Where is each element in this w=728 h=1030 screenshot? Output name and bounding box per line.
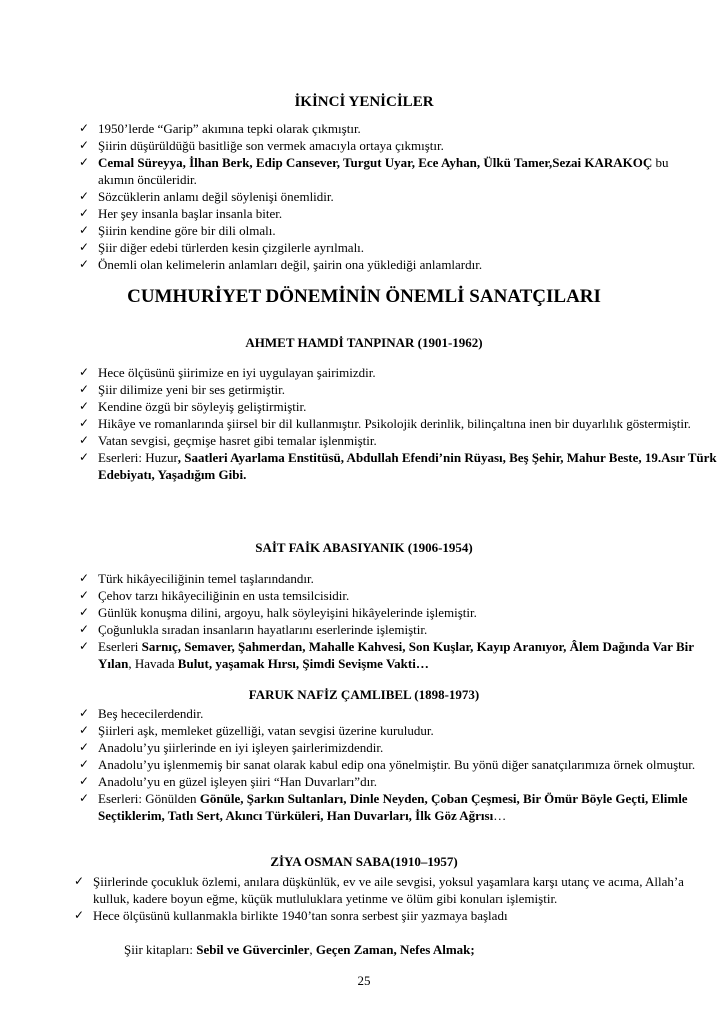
checkmark-icon: ✓ [78,382,90,396]
list-item: ✓ Eserleri Sarnıç, Semaver, Şahmerdan, Mahalle Kahvesi, Son Kuşlar, Kayıp Aranıyor, Âlem Dağında Var Bir Yılan, Havada Bulut, yaşamak Hırsı, Şimdi Sevişme Vakti… [78,639,694,671]
list-item: ✓ Eserleri: Huzur, Saatleri Ayarlama Enstitüsü, Abdullah Efendi’nin Rüyası, Beş Şehir, Mahur Beste, 19.Asır Türk Edebiyatı, Yaşadığım Gibi. [78,450,717,482]
checkmark-icon: ✓ [78,757,90,771]
page-number: 25 [357,973,371,988]
checkmark-icon: ✓ [78,155,90,169]
list-item: ✓ Hikâye ve romanlarında şiirsel bir dil kullanmıştır. Psikolojik derinlik, bilinçaltına inen bir duyarlılık göstermiştir. [78,416,691,431]
checkmark-icon: ✓ [78,622,90,636]
list-item: ✓ Sözcüklerin anlamı değil söylenişi önemlidir. [78,189,334,204]
section-title-sait-faik: SAİT FAİK ABASIYANIK (1906-1954) [255,540,473,555]
checkmark-icon: ✓ [78,605,90,619]
ziya-osman-saba-list [73,873,693,924]
poetry-books-line: Şiir kitapları: Sebil ve Güvercinler, Geçen Zaman, Nefes Almak; [124,942,475,957]
list-item: ✓ Türk hikâyeciliğinin temel taşlarındandır. [78,571,314,586]
list-item: ✓ Anadolu’yu şiirlerinde en iyi işleyen şairlerimizdendir. [78,740,384,755]
section-title-faruk-nafiz: FARUK NAFİZ ÇAMLIBEL (1898-1973) [248,687,480,702]
section-title-ziya-osman-saba: ZİYA OSMAN SABA(1910–1957) [270,854,458,869]
list-item: ✓ Beş hececilerdendir. [78,706,204,721]
checkmark-icon: ✓ [73,908,85,922]
list-item: ✓ Kendine özgü bir söyleyiş geliştirmiştir. [78,399,307,414]
list-item: ✓ Cemal Süreyya, İlhan Berk, Edip Cansever, Turgut Uyar, Ece Ayhan, Ülkü Tamer,Sezai KARAKOÇ bu akımın öncüleridir. [78,155,669,187]
checkmark-icon: ✓ [78,416,90,430]
list-item: ✓ Çehov tarzı hikâyeciliğinin en usta temsilcisidir. [78,588,350,603]
checkmark-icon: ✓ [78,206,90,220]
ikinci-yeniciler-list [78,120,698,273]
checkmark-icon: ✓ [78,639,90,653]
checkmark-icon: ✓ [78,588,90,602]
list-item: ✓ 1950’lerde “Garip” akımına tepki olarak çıkmıştır. [78,121,361,136]
list-item: ✓ Eserleri: Gönülden Gönüle, Şarkın Sultanları, Dinle Neyden, Çoban Çeşmesi, Bir Ömür Böyle Geçti, Elimle Seçtiklerim, Tatlı Sert, Akıncı Türküleri, Han Duvarları, İlk Göz Ağrısı… [78,791,688,823]
list-item: ✓ Hece ölçüsünü kullanmakla birlikte 1940’tan sonra serbest şiir yazmaya başladı [73,908,508,923]
main-heading: CUMHURİYET DÖNEMİNİN ÖNEMLİ SANATÇILARI [127,286,601,307]
checkmark-icon: ✓ [73,874,85,888]
checkmark-icon: ✓ [78,740,90,754]
checkmark-icon: ✓ [78,240,90,254]
list-item: ✓ Önemli olan kelimelerin anlamları değil, şairin ona yüklediği anlamlardır. [78,257,483,272]
checkmark-icon: ✓ [78,450,90,464]
list-item: ✓ Şiirin düşürüldüğü basitliğe son vermek amacıyla ortaya çıkmıştır. [78,138,444,153]
list-item: ✓ Her şey insanla başlar insanla biter. [78,206,283,221]
checkmark-icon: ✓ [78,791,90,805]
checkmark-icon: ✓ [78,365,90,379]
section-title-ikinci-yeniciler: İKİNCİ YENİCİLER [294,94,434,110]
checkmark-icon: ✓ [78,774,90,788]
list-item: ✓ Anadolu’yu en güzel işleyen şiiri “Han Duvarları”dır. [78,774,378,789]
list-item: ✓ Şiirin kendine göre bir dili olmalı. [78,223,276,238]
checkmark-icon: ✓ [78,138,90,152]
faruk-nafiz-list [78,705,698,824]
section-title-tanpinar: AHMET HAMDİ TANPINAR (1901-1962) [245,335,483,350]
checkmark-icon: ✓ [78,399,90,413]
list-item: ✓ Vatan sevgisi, geçmişe hasret gibi temalar işlenmiştir. [78,433,377,448]
list-item: ✓ Çoğunlukla sıradan insanların hayatlarını eserlerinde işlemiştir. [78,622,428,637]
checkmark-icon: ✓ [78,571,90,585]
sait-faik-list [78,570,698,672]
list-item: ✓ Hece ölçüsünü şiirimize en iyi uygulayan şairimizdir. [78,365,376,380]
checkmark-icon: ✓ [78,223,90,237]
tanpinar-list [78,364,718,483]
checkmark-icon: ✓ [78,121,90,135]
list-item: ✓ Şiir diğer edebi türlerden kesin çizgilerle ayrılmalı. [78,240,365,255]
checkmark-icon: ✓ [78,433,90,447]
list-item: ✓ Şiirlerinde çocukluk özlemi, anılara düşkünlük, ev ve aile sevgisi, yoksul yaşamlara karşı utanç ve acıma, Allah’a kulluk, kadere boyun eğme, küçük mutluluklara yetinme ve ölüm gibi konuları işlemiştir. [73,874,684,906]
list-item: ✓ Anadolu’yu işlenmemiş bir sanat olarak kabul edip ona yönelmiştir. Bu yönü diğer sanatçılarımıza örnek olmuştur. [78,757,696,772]
list-item: ✓ Günlük konuşma dilini, argoyu, halk söyleyişini hikâyelerinde işlemiştir. [78,605,477,620]
checkmark-icon: ✓ [78,257,90,271]
checkmark-icon: ✓ [78,189,90,203]
checkmark-icon: ✓ [78,723,90,737]
list-item: ✓ Şiir dilimize yeni bir ses getirmiştir. [78,382,286,397]
checkmark-icon: ✓ [78,706,90,720]
list-item: ✓ Şiirleri aşk, memleket güzelliği, vatan sevgisi üzerine kuruludur. [78,723,434,738]
